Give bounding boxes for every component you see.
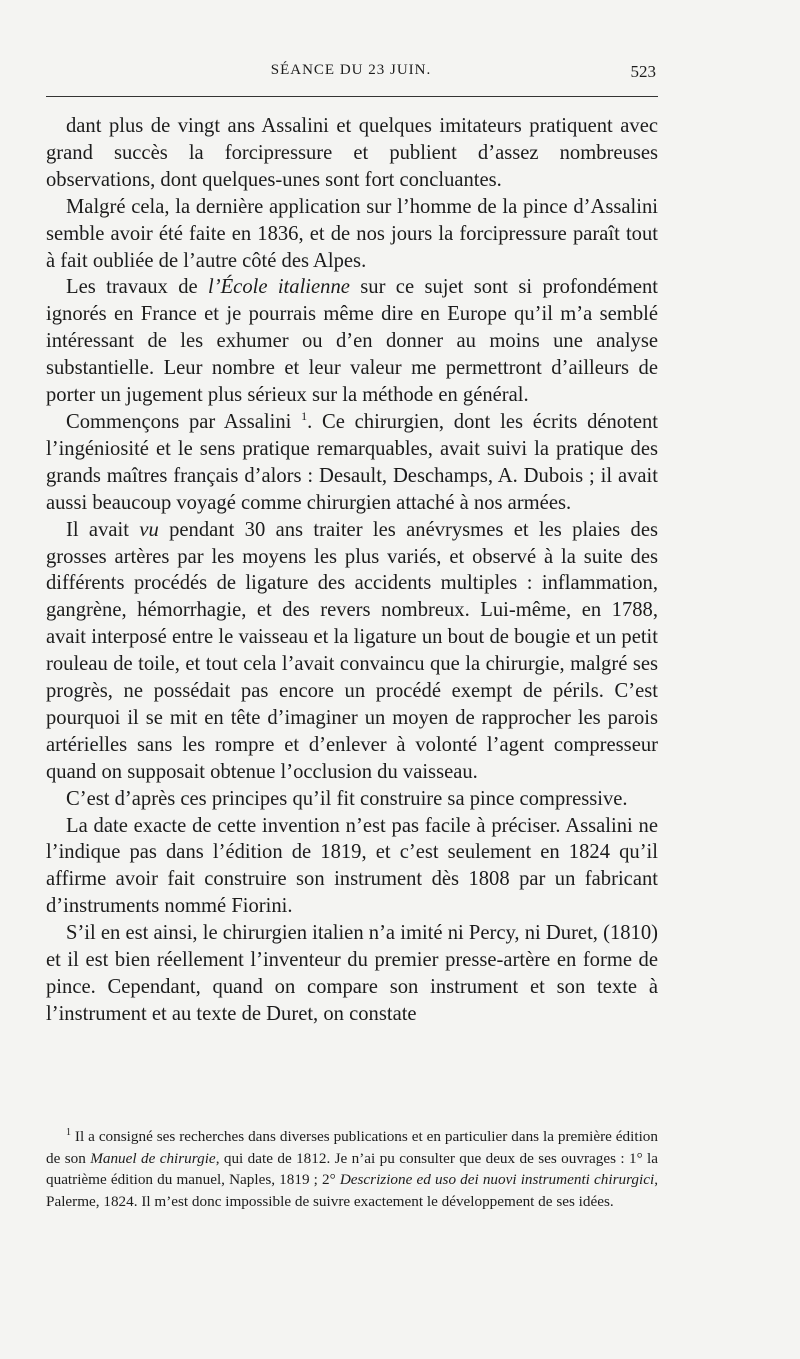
footnote-text-1: Il a consigné ses recherches dans diverses publications et en particulier dans la première édition de son [46, 1128, 658, 1167]
paragraph-8: S’il en est ainsi, le chirurgien italien n’a imité ni Percy, ni Duret, (1810) et il est bien réellement l’inventeur du premier presse-artère en forme de pince. Cependant, quand on compare son instrument et son texte à l’instrument et au texte de Duret, on constate [46, 922, 658, 1025]
footnote-reference: 1 [301, 409, 308, 424]
footnote-title-1: Manuel de chirurgie [90, 1149, 216, 1167]
footnote-text-2: , qui date de 1812. Je n’ai pu consulter que deux de ses ouvrages : 1° la quatrième édition du manuel, Naples, 1819 ; 2° [46, 1149, 659, 1189]
paragraph-4-after: . Ce chirurgien, dont les écrits dénotent l’ingéniosité et le sens pratique remarquables, avait suivi la pratique des grands maîtres français d’alors : Desault, Deschamps, A. Dubois ; il avait aussi beaucoup voyagé comme chirurgien attaché à nos armées. [46, 410, 658, 514]
paragraph-3-after: sur ce sujet sont si profondément ignorés en France et je pourrais même dire en Europe qu’il m’a semblé intéressant de les exhumer ou d’en donner au moins une analyse substantielle. Leur nombre et leur valeur me permettront d’ailleurs de porter un jugement plus sérieux sur la méthode en général. [46, 276, 659, 407]
running-head [46, 62, 656, 88]
body-text [46, 113, 658, 1028]
running-title: SÉANCE DU 23 JUIN. [270, 62, 432, 78]
footnote-title-2: Descrizione ed uso dei nuovi instrumenti chirurgici [339, 1171, 655, 1189]
footnote [46, 1126, 658, 1212]
paragraph-4-before: Commençons par Assalini [66, 410, 302, 433]
footnote-text-3: , Palerme, 1824. Il m’est donc impossible de suivre exactement le développement de ses idées. [46, 1171, 658, 1210]
paragraph-3-before: Les travaux de [66, 276, 209, 299]
paragraph-2: Malgré cela, la dernière application sur l’homme de la pince d’Assalini semble avoir été faite en 1836, et de nos jours la forcipressure paraît tout à fait oubliée de l’autre côté des Alpes. [46, 195, 658, 272]
paragraph-1: dant plus de vingt ans Assalini et quelques imitateurs pratiquent avec grand succès la forcipressure et publient d’assez nombreuses observations, dont quelques-unes sont fort concluantes. [46, 115, 658, 191]
paragraph-5-before: Il avait [66, 518, 140, 541]
paragraph-3 [46, 274, 658, 409]
paragraph-5-after: pendant 30 ans traiter les anévrysmes et les plaies des grosses artères par les moyens les plus variés, et observé à la suite des différents procédés de ligature des accidents multiples : inflammation, gangrène, hémorrhagie, et des revers nombreux. Lui-même, en 1788, avait interposé entre le vaisseau et la ligature un bout de bougie et un petit rouleau de toile, et tout cela l’avait convaincu que la chirurgie, malgré ses progrès, ne possédait pas encore un procédé exempt de périls. C’est pourquoi il se mit en tête d’imaginer un moyen de rapprocher les parois artérielles sans les rompre et d’enlever à volonté l’agent compresseur quand on supposait obtenue l’occlusion du vaisseau. [46, 518, 658, 783]
paragraph-5-emphasis: vu [139, 518, 159, 541]
paragraph-3-emphasis: l’École italienne [208, 276, 350, 299]
paragraph-4 [46, 409, 658, 517]
paragraph-5 [46, 517, 658, 786]
page-number: 523 [630, 62, 656, 81]
header-rule [46, 96, 658, 97]
footnote-mark: 1 [66, 1126, 71, 1138]
paragraph-7: La date exacte de cette invention n’est pas facile à préciser. Assalini ne l’indique pas dans l’édition de 1819, et c’est seulement en 1824 qu’il affirme avoir fait construire son instrument dès 1808 par un fabricant d’instruments nommé Fiorini. [46, 814, 658, 918]
paragraph-6: C’est d’après ces principes qu’il fit construire sa pince compressive. [66, 787, 628, 810]
